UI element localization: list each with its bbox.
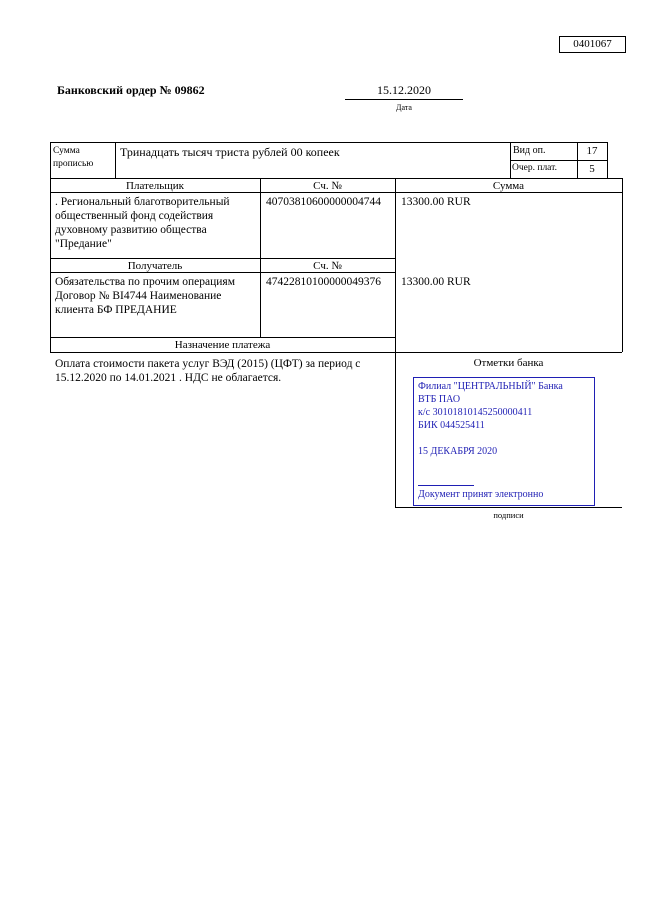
payer-account: 40703810600000004744: [266, 196, 381, 208]
amount-words-label-line1: Сумма: [53, 146, 80, 156]
payee-account-column-header: Сч. №: [313, 260, 342, 272]
stamp-bik: БИК 044525411: [418, 420, 485, 431]
op-type-label: Вид оп.: [513, 145, 546, 156]
table-border: [50, 258, 395, 259]
bank-marks-header: Отметки банка: [473, 357, 544, 369]
stamp-date: 15 ДЕКАБРЯ 2020: [418, 446, 498, 457]
table-border: [622, 178, 623, 352]
signature-line: [395, 507, 622, 508]
table-border: [260, 178, 261, 337]
table-border: [50, 142, 51, 352]
table-border: [50, 142, 607, 143]
amount-words-label: [53, 145, 113, 171]
table-border: [395, 178, 396, 507]
table-border: [510, 142, 511, 178]
signatures-label: подписи: [493, 510, 524, 520]
payee-column-header: Получатель: [127, 260, 183, 272]
op-type-value: 17: [586, 145, 598, 157]
stamp-accepted-text: Документ принят электронно: [418, 489, 544, 500]
payment-order-label: Очер. плат.: [512, 163, 557, 173]
table-border: [50, 352, 622, 353]
table-border: [50, 272, 395, 273]
table-border: [510, 160, 607, 161]
purpose-header: Назначение платежа: [174, 339, 271, 351]
stamp-bank-name-line2: ВТБ ПАО: [418, 394, 461, 405]
amount-column-header: Сумма: [492, 180, 525, 192]
date-label: Дата: [396, 103, 412, 112]
table-border: [50, 192, 622, 193]
stamp-bank-name-line1: Филиал "ЦЕНТРАЛЬНЫЙ" Банка: [418, 381, 563, 392]
payment-order-value: 5: [589, 163, 595, 175]
purpose-text: Оплата стоимости пакета услуг ВЭД (2015) (ЦФТ) за период с 15.12.2020 по 14.01.2021 . НДС не облагается.: [55, 358, 361, 384]
payer-amount: 13300.00 RUR: [401, 196, 471, 208]
form-code: 0401067: [559, 36, 626, 53]
amount-words-label-line2: прописью: [53, 159, 94, 169]
table-border: [50, 337, 395, 338]
account-column-header: Сч. №: [313, 180, 342, 192]
payee-name: Обязательства по прочим операциям Договор № BI4744 Наименование клиента БФ ПРЕДАНИЕ: [55, 276, 235, 316]
table-border: [115, 142, 116, 178]
table-border: [607, 142, 608, 178]
table-border: [50, 178, 622, 179]
payee-account: 47422810100000049376: [266, 276, 381, 288]
payee-amount: 13300.00 RUR: [401, 276, 471, 288]
bank-stamp-box: [413, 377, 595, 506]
payer-column-header: Плательщик: [126, 180, 184, 192]
page-title: Банковский ордер № 09862: [57, 83, 205, 97]
stamp-corr-account: к/с 30101810145250000411: [418, 407, 533, 418]
date-value: 15.12.2020: [345, 83, 463, 100]
amount-in-words: Тринадцать тысяч триста рублей 00 копеек: [120, 145, 340, 159]
payer-name: . Региональный благотворительный общественный фонд содействия духовному развитию общества "Предание": [55, 196, 230, 250]
stamp-rule: [418, 485, 474, 486]
